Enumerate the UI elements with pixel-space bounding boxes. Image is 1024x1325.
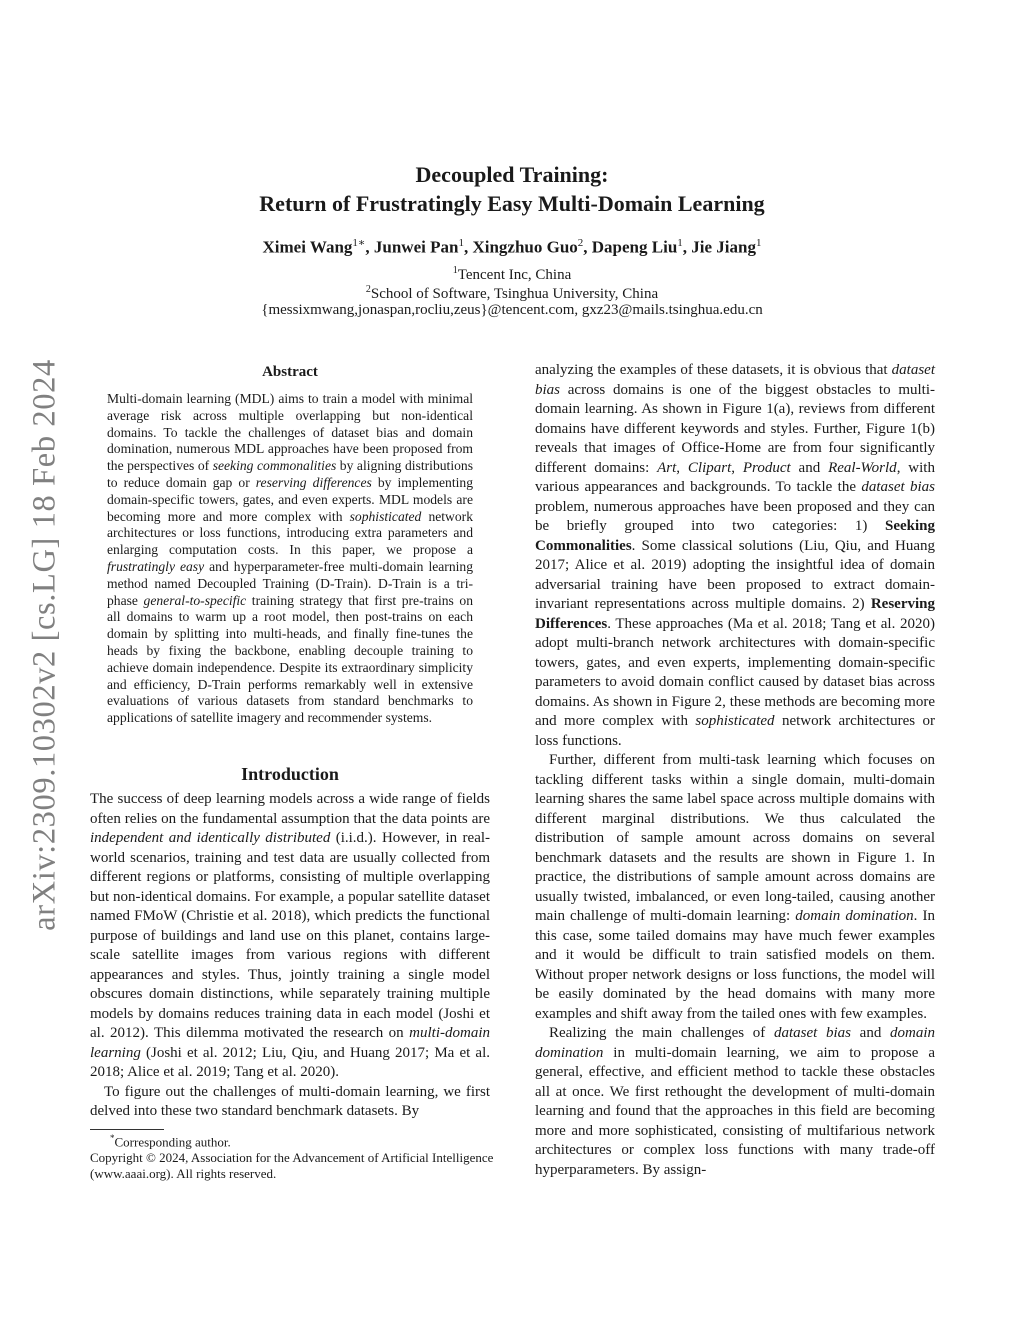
- author-name: Ximei Wang: [262, 237, 353, 257]
- body-paragraph: The success of deep learning models across a wide range of fields often relies on the fundamental assumption that the data points are independent and identically distributed (i.i.d.). However, in real-world scenarios, training and test data are usually collected from different regions or platforms, consisting of multiple overlapping but non-identical domains. For example, a popular satellite dataset named FMoW (Christie et al. 2018), which predicts the functional purpose of buildings and land use on this planet, contains large-scale satellite images from various regions with different appearances and styles. Thus, jointly training a single model obscures domain distinctions, while separately training multiple models by domains reduces training data in each model (Joshi et al. 2012). This dilemma motivated the research on multi-domain learning (Joshi et al. 2012; Liu, Qiu, and Huang 2017; Ma et al. 2018; Alice et al. 2019; Tang et al. 2020).: [90, 791, 491, 1080]
- author-emails: {messixmwang,jonaspan,rocliu,zeus}@tencent.com, gxz23@mails.tsinghua.edu.cn: [261, 302, 763, 318]
- author-name: Jie Jiang: [691, 237, 756, 257]
- affiliation-2: $^2$School of Software, Tsinghua University, China: [365, 284, 659, 302]
- body-paragraph: analyzing the examples of these datasets, it is obvious that dataset bias across domains is one of the biggest obstacles to multi-domain learning. As shown in Figure 1(a), reviews from different domains have different keywords and styles. Further, Figure 1(b) reveals that images of Office-Home are from four significantly different domains: Art, Clipart, Product and Real-World, with various appearances and backgrounds. To tackle the dataset bias problem, numerous approaches have been proposed and they can be briefly grouped into two categories: 1) Seeking Commonalities. Some classical solutions (Liu, Qiu, and Huang 2017; Alice et al. 2019) adopting the insightful idea of domain adversarial training have been proposed to extract domain-invariant representations across multiple domains. 2) Reserving Differences. These approaches (Ma et al. 2018; Tang et al. 2020) adopt multi-branch network architectures with domain-specific towers, gates, and even experts, implementing domain-specific parameters to avoid domain conflict caused by dataset bias across domains. As shown in Figure 2, these methods are becoming more and more complex with sophisticated network architectures or loss functions.: [535, 362, 935, 749]
- footnote-area: [90, 1130, 495, 1182]
- right-column-text: [535, 361, 935, 1180]
- arxiv-stamp: arXiv:2309.10302v2 [cs.LG] 18 Feb 2024: [26, 359, 62, 931]
- paper-title-line-2: Return of Frustratingly Easy Multi-Domain Learning: [259, 191, 765, 216]
- footnote: *Corresponding author.: [110, 1133, 231, 1150]
- author-name: Junwei Pan: [373, 237, 459, 257]
- body-paragraph: To figure out the challenges of multi-domain learning, we first delved into these two standard benchmark datasets. By: [90, 1083, 490, 1119]
- author-name: Xingzhuo Guo: [472, 237, 578, 257]
- author-list: Ximei Wang$^{1∗}$, Junwei Pan$^1$, Xingzhuo Guo$^2$, Dapeng Liu$^1$, Jie Jiang$^1$: [262, 237, 762, 257]
- abstract-body: Multi-domain learning (MDL) aims to train a model with minimal average risk across multiple overlapping but non-identical domains. To tackle the challenges of dataset bias and domain domination, numerous MDL approaches have been proposed from the perspectives of seeking commonalities by aligning distributions to reduce domain gap or reserving differences by implementing domain-specific towers, gates, and even experts. MDL models are becoming more and more complex with sophisticated network architectures or loss functions, introducing extra parameters and enlarging computation costs. In this paper, we propose a frustratingly easy and hyperparameter-free multi-domain learning method named Decoupled Training (D-Train). D-Train is a tri-phase general-to-specific training strategy that first pre-trains on all domains to warm up a root model, then post-trains on each domain by splitting into multi-heads, and finally fine-tunes the heads by fixing the backbone, enabling decouple training to achieve domain independence. Despite its extraordinary simplicity and efficiency, D-Train performs remarkably well in extensive evaluations of various datasets from standard benchmarks to applications of satellite imagery and recommender systems.: [107, 391, 473, 726]
- left-column-text: [90, 790, 490, 1122]
- paper-title-line-1: Decoupled Training:: [415, 162, 609, 187]
- abstract-heading: Abstract: [262, 364, 318, 380]
- copyright-notice: Copyright © 2024, Association for the Advancement of Artificial Intelligence (www.aaai.org). All rights reserved.: [90, 1150, 494, 1182]
- author-name: Dapeng Liu: [591, 237, 678, 257]
- body-paragraph: Further, different from multi-task learning which focuses on tackling different tasks within a single domain, multi-domain learning shares the same label space across multiple domains with different marginal distributions. We thus calculated the distribution of sample amount across domains on several benchmark datasets and the results are shown in Figure 1. In practice, the distributions of sample amount across domains are usually twisted, imbalanced, or even long-tailed, causing another main challenge of multi-domain learning: domain domination. In this case, some tailed domains may have much fewer examples and it would be difficult to train satisfied models on them. Without proper network designs or loss functions, the model will be easily dominated by the head domains with many more examples and shift away from the tailed ones with few examples.: [535, 752, 935, 1022]
- affiliation-1: $^1$Tencent Inc, China: [452, 265, 572, 283]
- body-paragraph: Realizing the main challenges of dataset bias and domain domination in multi-domain learning, we aim to propose a general, effective, and efficient method to tackle these obstacles all at once. We first rethought the development of multi-domain learning and found that the approaches in this field are becoming more and more sophisticated, consisting of multifarious network architectures or complex loss functions with many trade-off hyperparameters. By assign-: [535, 1025, 935, 1178]
- introduction-heading: Introduction: [241, 764, 339, 784]
